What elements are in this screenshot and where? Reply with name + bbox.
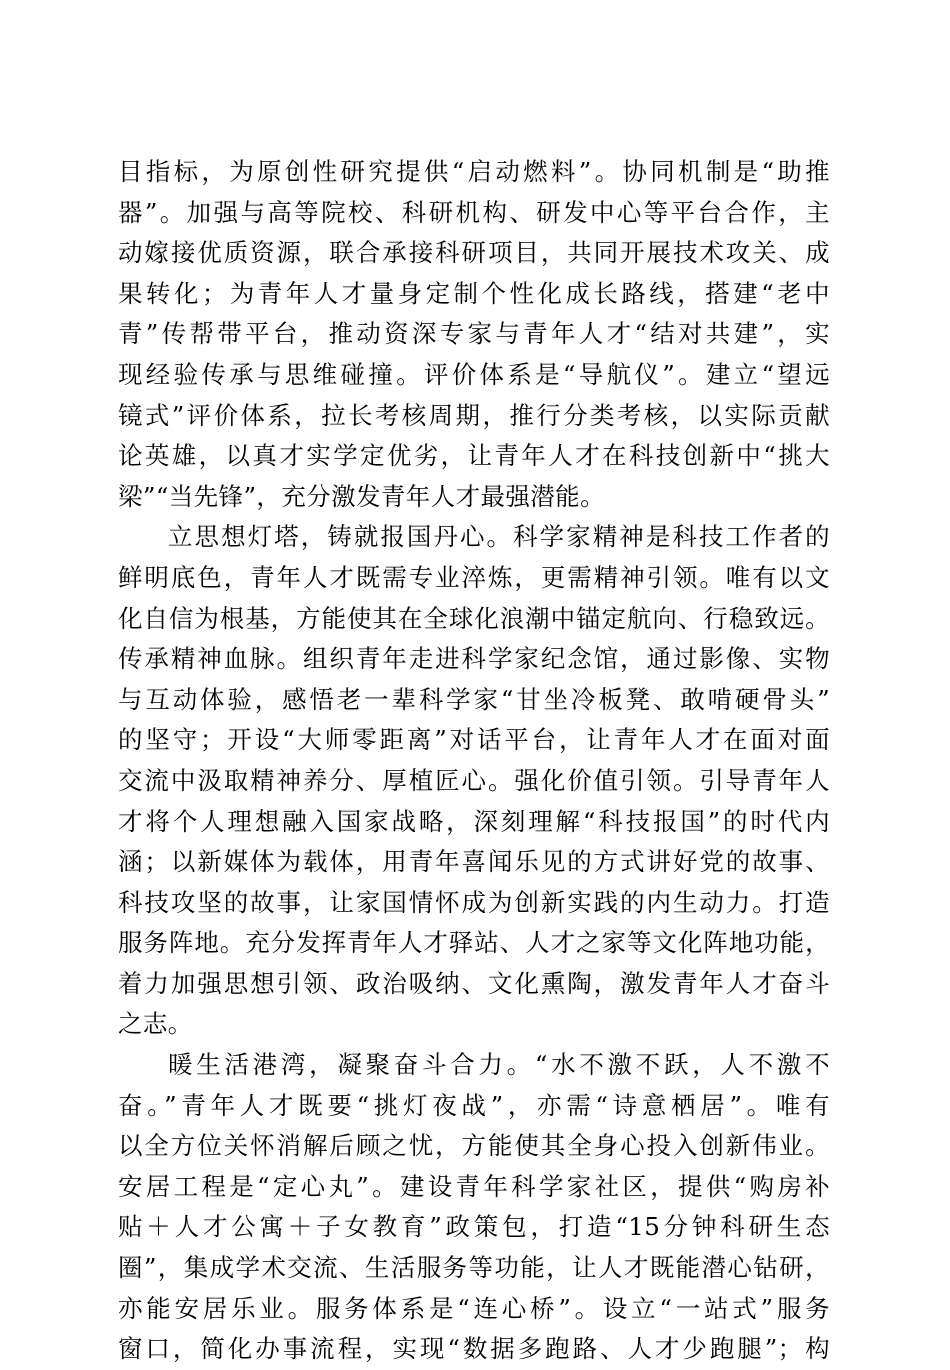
text-line: 论英雄，以真才实学定优劣，让青年人才在科技创新中“挑大 [118, 441, 830, 471]
text-line: 才将个人理想融入国家战略，深刻理解“科技报国”的时代内 [118, 806, 830, 836]
text-line: 现经验传承与思维碰撞。评价体系是“导航仪”。建立“望远 [118, 359, 830, 389]
text-line: 涵；以新媒体为载体，用青年喜闻乐见的方式讲好党的故事、 [118, 847, 830, 877]
text-line: 动嫁接优质资源，联合承接科研项目，共同开展技术攻关、成 [118, 238, 830, 268]
text-line: 科技攻坚的故事，让家国情怀成为创新实践的内生动力。打造 [118, 887, 830, 917]
text-line: 化自信为根基，方能使其在全球化浪潮中锚定航向、行稳致远。 [118, 603, 830, 633]
text-line: 果转化；为青年人才量身定制个性化成长路线，搭建“老中 [118, 278, 830, 308]
text-line: 亦能安居乐业。服务体系是“连心桥”。设立“一站式”服务 [118, 1293, 830, 1323]
text-line: 与互动体验，感悟老一辈科学家“甘坐冷板凳、敢啃硬骨头” [118, 684, 830, 714]
text-line: 器”。加强与高等院校、科研机构、研发中心等平台合作，主 [118, 197, 830, 227]
text-line: 镜式”评价体系，拉长考核周期，推行分类考核，以实际贡献 [118, 400, 830, 430]
text-line: 目指标，为原创性研究提供“启动燃料”。协同机制是“助推 [118, 157, 830, 186]
text-line: 之志。 [118, 1009, 193, 1039]
paragraph-first-line: 立思想灯塔，铸就报国丹心。科学家精神是科技工作者的 [168, 522, 830, 552]
text-line: 奋。”青年人才既要“挑灯夜战”，亦需“诗意栖居”。唯有 [118, 1090, 830, 1120]
text-line: 青”传帮带平台，推动资深专家与青年人才“结对共建”，实 [118, 319, 830, 349]
text-line: 圈”，集成学术交流、生活服务等功能，让人才既能潜心钻研， [118, 1253, 830, 1283]
text-line: 以全方位关怀消解后顾之忧，方能使其全身心投入创新伟业。 [118, 1131, 830, 1161]
text-line: 梁”“当先锋”，充分激发青年人才最强潜能。 [118, 481, 605, 511]
text-line: 着力加强思想引领、政治吸纳、文化熏陶，激发青年人才奋斗 [118, 968, 830, 998]
text-line: 交流中汲取精神养分、厚植匠心。强化价值引领。引导青年人 [118, 765, 830, 795]
paragraph-first-line: 暖生活港湾，凝聚奋斗合力。“水不激不跃，人不激不 [168, 1050, 830, 1080]
text-line: 服务阵地。充分发挥青年人才驿站、人才之家等文化阵地功能， [118, 928, 830, 958]
text-line: 窗口，简化办事流程，实现“数据多跑路、人才少跑腿”；构 [118, 1334, 830, 1364]
text-line: 的坚守；开设“大师零距离”对话平台，让青年人才在面对面 [118, 725, 830, 755]
text-line: 传承精神血脉。组织青年走进科学家纪念馆，通过影像、实物 [118, 644, 830, 674]
text-line: 鲜明底色，青年人才既需专业淬炼，更需精神引领。唯有以文 [118, 562, 830, 592]
body-text [118, 152, 830, 1370]
text-line: 贴＋人才公寓＋子女教育”政策包，打造“15分钟科研生态 [118, 1212, 830, 1242]
text-line: 安居工程是“定心丸”。建设青年科学家社区，提供“购房补 [118, 1171, 830, 1201]
